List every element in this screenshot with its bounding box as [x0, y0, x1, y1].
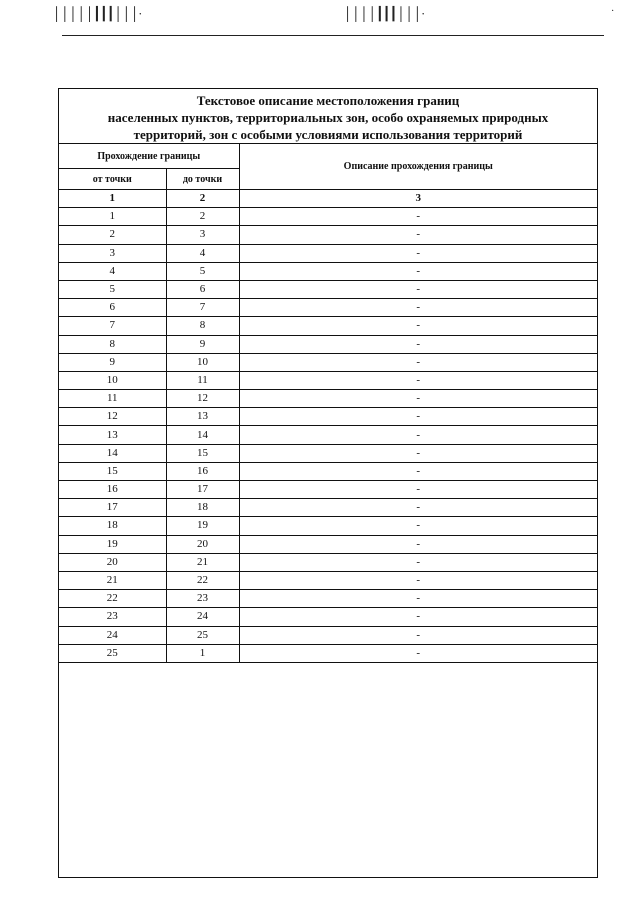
- cell-to-point: 24: [166, 608, 239, 626]
- cell-from-point: 5: [59, 280, 166, 298]
- cell-description: -: [239, 644, 597, 662]
- cell-to-point: 2: [166, 208, 239, 226]
- cell-description: -: [239, 408, 597, 426]
- cell-from-point: 17: [59, 499, 166, 517]
- title-line-3: территорий, зон с особыми условиями использования территорий: [133, 127, 523, 142]
- table-row: [59, 390, 597, 408]
- cell-description: -: [239, 280, 597, 298]
- cell-to-point: 11: [166, 371, 239, 389]
- table-row: [59, 408, 597, 426]
- cell-to-point: 1: [166, 644, 239, 662]
- table-row: [59, 626, 597, 644]
- scan-barcode-mark-center: ││││┃┃┃│││·: [343, 6, 425, 21]
- cell-to-point: 8: [166, 317, 239, 335]
- cell-description: -: [239, 608, 597, 626]
- cell-from-point: 18: [59, 517, 166, 535]
- cell-from-point: 15: [59, 462, 166, 480]
- cell-from-point: 3: [59, 244, 166, 262]
- cell-from-point: 23: [59, 608, 166, 626]
- cell-from-point: 6: [59, 299, 166, 317]
- cell-from-point: 25: [59, 644, 166, 662]
- header-rule: [62, 35, 604, 36]
- table-row: [59, 535, 597, 553]
- title-line-2: населенных пунктов, территориальных зон, особо охраняемых природных: [107, 110, 549, 125]
- col-group-header: Прохождение границы: [59, 144, 239, 169]
- cell-to-point: 17: [166, 481, 239, 499]
- table-row: [59, 444, 597, 462]
- table-row: [59, 371, 597, 389]
- cell-from-point: 9: [59, 353, 166, 371]
- table-row: [59, 644, 597, 662]
- scan-barcode-mark-left: │││││┃┃┃│││·: [52, 6, 142, 21]
- cell-description: -: [239, 299, 597, 317]
- cell-description: -: [239, 390, 597, 408]
- table-row: [59, 226, 597, 244]
- cell-description: -: [239, 226, 597, 244]
- table-row: [59, 317, 597, 335]
- table-row: [59, 553, 597, 571]
- cell-from-point: 13: [59, 426, 166, 444]
- cell-to-point: 10: [166, 353, 239, 371]
- cell-to-point: 21: [166, 553, 239, 571]
- col-from-header: от точки: [59, 169, 166, 190]
- cell-to-point: 14: [166, 426, 239, 444]
- cell-from-point: 16: [59, 481, 166, 499]
- table-row: [59, 571, 597, 589]
- cell-to-point: 7: [166, 299, 239, 317]
- scan-mark-right: ·: [611, 6, 614, 17]
- cell-description: -: [239, 262, 597, 280]
- cell-from-point: 24: [59, 626, 166, 644]
- cell-to-point: 16: [166, 462, 239, 480]
- cell-from-point: 14: [59, 444, 166, 462]
- cell-description: -: [239, 517, 597, 535]
- cell-from-point: 19: [59, 535, 166, 553]
- cell-description: -: [239, 553, 597, 571]
- cell-description: -: [239, 353, 597, 371]
- cell-from-point: 22: [59, 590, 166, 608]
- table-row: [59, 590, 597, 608]
- table-row: [59, 244, 597, 262]
- cell-to-point: 23: [166, 590, 239, 608]
- cell-description: -: [239, 571, 597, 589]
- boundary-table: [59, 144, 597, 663]
- table-row: [59, 517, 597, 535]
- cell-to-point: 22: [166, 571, 239, 589]
- cell-from-point: 12: [59, 408, 166, 426]
- table-row: [59, 262, 597, 280]
- cell-from-point: 8: [59, 335, 166, 353]
- cell-to-point: 9: [166, 335, 239, 353]
- table-row: [59, 299, 597, 317]
- cell-description: -: [239, 426, 597, 444]
- cell-from-point: 1: [59, 208, 166, 226]
- cell-to-point: 18: [166, 499, 239, 517]
- cell-to-point: 13: [166, 408, 239, 426]
- cell-description: -: [239, 317, 597, 335]
- cell-to-point: 19: [166, 517, 239, 535]
- cell-from-point: 4: [59, 262, 166, 280]
- title-line-1: Текстовое описание местоположения границ: [196, 93, 460, 108]
- cell-to-point: 15: [166, 444, 239, 462]
- cell-description: -: [239, 590, 597, 608]
- table-row: [59, 462, 597, 480]
- table-row: [59, 335, 597, 353]
- cell-to-point: 12: [166, 390, 239, 408]
- cell-from-point: 7: [59, 317, 166, 335]
- table-row: [59, 353, 597, 371]
- col-number: 3: [239, 190, 597, 208]
- cell-description: -: [239, 444, 597, 462]
- cell-description: -: [239, 462, 597, 480]
- cell-description: -: [239, 499, 597, 517]
- table-row: [59, 426, 597, 444]
- table-row: [59, 608, 597, 626]
- col-to-header: до точки: [166, 169, 239, 190]
- table-row: [59, 280, 597, 298]
- cell-from-point: 21: [59, 571, 166, 589]
- table-row: [59, 499, 597, 517]
- cell-to-point: 4: [166, 244, 239, 262]
- cell-description: -: [239, 335, 597, 353]
- cell-description: -: [239, 535, 597, 553]
- cell-description: -: [239, 481, 597, 499]
- cell-from-point: 11: [59, 390, 166, 408]
- boundary-description-frame: [58, 88, 598, 878]
- cell-to-point: 25: [166, 626, 239, 644]
- cell-to-point: 5: [166, 262, 239, 280]
- table-row: [59, 208, 597, 226]
- cell-from-point: 10: [59, 371, 166, 389]
- col-number: 2: [166, 190, 239, 208]
- cell-description: -: [239, 244, 597, 262]
- cell-description: -: [239, 371, 597, 389]
- cell-description: -: [239, 208, 597, 226]
- cell-to-point: 20: [166, 535, 239, 553]
- cell-to-point: 6: [166, 280, 239, 298]
- table-row: [59, 481, 597, 499]
- cell-from-point: 2: [59, 226, 166, 244]
- col-number: 1: [59, 190, 166, 208]
- cell-to-point: 3: [166, 226, 239, 244]
- document-title: [59, 89, 597, 144]
- cell-from-point: 20: [59, 553, 166, 571]
- cell-description: -: [239, 626, 597, 644]
- col-desc-header: Описание прохождения границы: [239, 144, 597, 190]
